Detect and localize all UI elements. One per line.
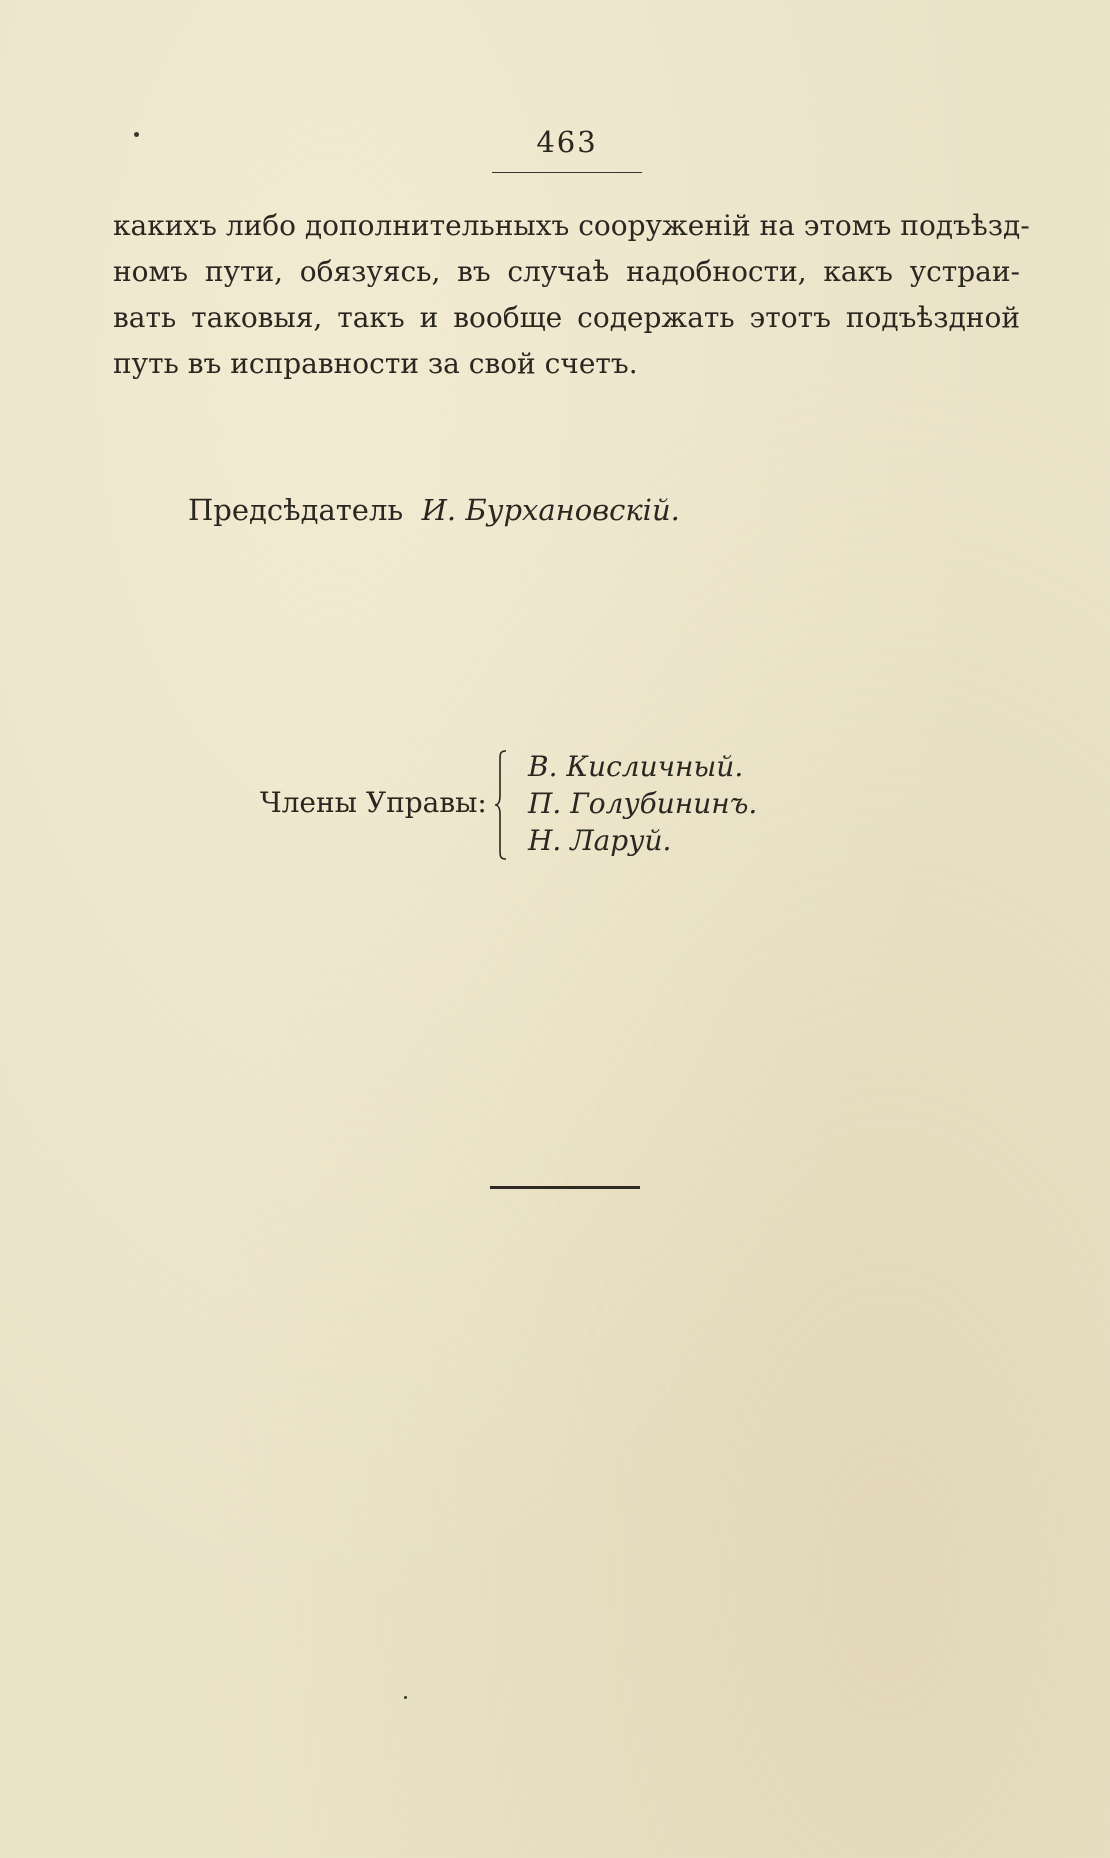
- paragraph-line: путь въ исправности за свой счетъ.: [113, 347, 638, 380]
- body-paragraph: [113, 203, 1030, 387]
- board-member-name: В. Кисличный.: [528, 750, 744, 783]
- end-rule: [490, 1186, 640, 1189]
- board-member-name: П. Голубининъ.: [528, 787, 758, 820]
- board-members-label: Члены Управы:: [260, 786, 487, 819]
- chairman-signature: [188, 490, 680, 530]
- ink-speck: [134, 132, 139, 137]
- paragraph-line: номъ пути, обязуясь, въ случаѣ надобности, какъ устраи-: [113, 255, 1020, 288]
- board-members-names: [528, 748, 757, 859]
- page-number-underline: [492, 172, 642, 173]
- board-member-name: Н. Ларуй.: [528, 824, 672, 857]
- page-number: 463: [536, 125, 598, 159]
- chairman-title: Предсѣдатель: [188, 493, 404, 527]
- chairman-name: И. Бурхановскій.: [421, 493, 680, 527]
- ink-speck: [404, 1696, 407, 1699]
- paragraph-line: какихъ либо дополнительныхъ сооруженій на этомъ подъѣзд-: [113, 209, 1030, 242]
- board-members-block: [260, 748, 780, 860]
- paragraph-line: вать таковыя, такъ и вообще содержать этотъ подъѣздной: [113, 301, 1020, 334]
- curly-brace-icon: [494, 750, 508, 860]
